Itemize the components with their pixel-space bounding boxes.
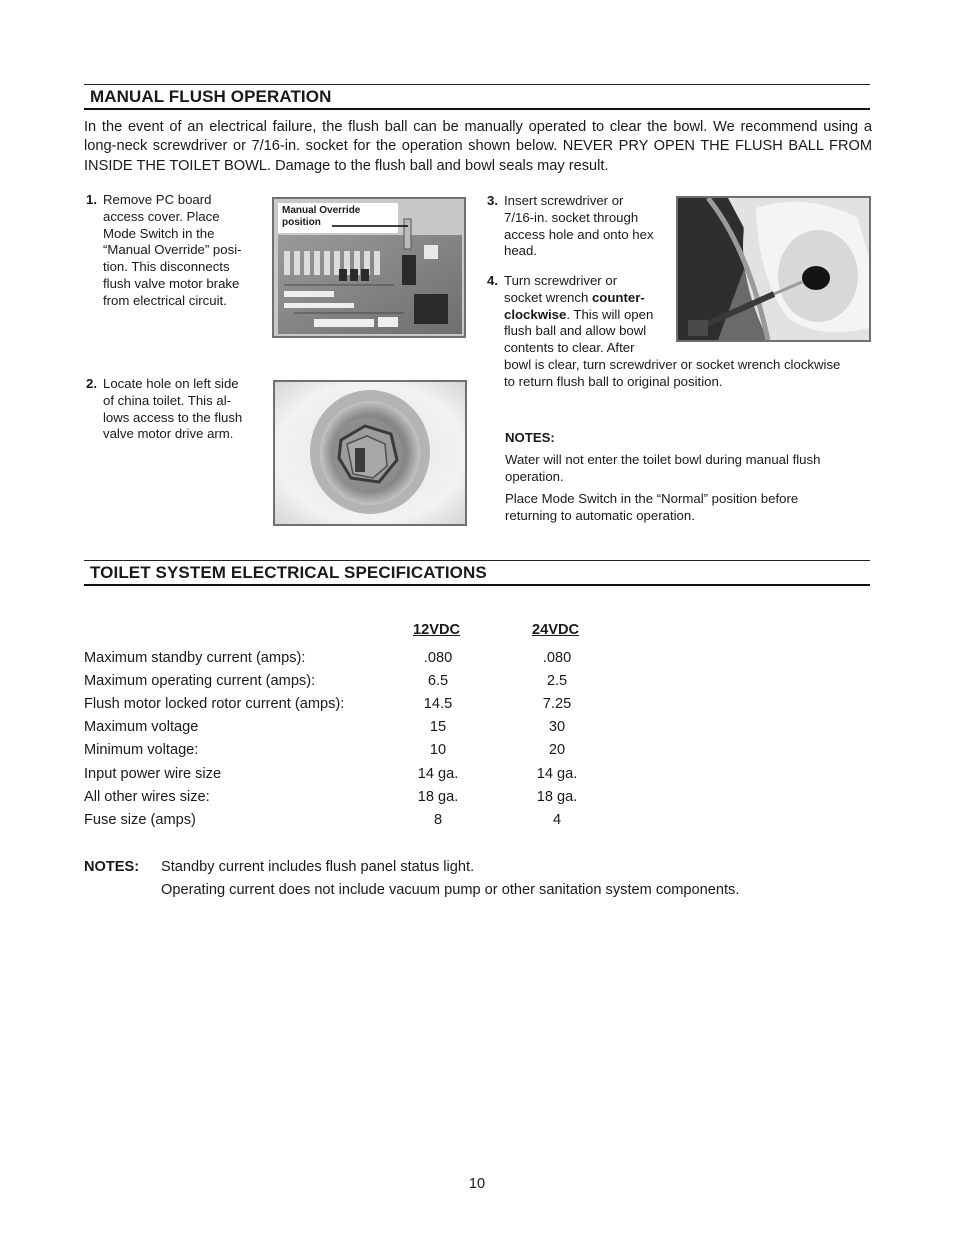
spec-label: Input power wire size (84, 766, 222, 782)
step-line: head. (504, 243, 538, 259)
toilet-screwdriver-photo (676, 196, 871, 342)
step-text (504, 193, 654, 260)
step-text-run: . This will open (566, 306, 654, 322)
step-line: Mode Switch in the (103, 225, 215, 241)
note-item: Place Mode Switch in the “Normal” position before returning to automatic operation. (505, 491, 799, 523)
column-header-24vdc: 24VDC (532, 622, 580, 638)
step-line: tion. This disconnects (103, 259, 230, 275)
intro-paragraph: In the event of an electrical failure, the flush ball can be manually operated to clear the bowl. We recommend using a long-neck screwdriver or 7/16-in. socket for the operation shown below. NEVER PRY OPEN THE FLUSH BALL FROM INSIDE THE TOILET BOWL. Damage to the flush ball and bowl seals may result. (84, 119, 872, 174)
step-text (103, 376, 242, 443)
spec-label: Maximum voltage (84, 719, 199, 735)
section-title-manual-flush: MANUAL FLUSH OPERATION (90, 87, 332, 106)
step-line: “Manual Override” posi- (103, 242, 242, 258)
step-line: Insert screwdriver or (504, 193, 624, 208)
spec-value-12vdc: 14 ga. (417, 766, 459, 782)
access-hole-photo (273, 380, 467, 526)
spec-notes-label: NOTES: (84, 859, 140, 875)
spec-label: Maximum standby current (amps): (84, 650, 306, 666)
spec-value-24vdc: 30 (548, 719, 566, 735)
spec-value-12vdc: 14.5 (423, 696, 453, 712)
column-header-12vdc: 12VDC (413, 622, 461, 638)
notes-heading: NOTES: (505, 430, 555, 445)
spec-value-12vdc: 18 ga. (417, 789, 459, 805)
step-number: 2. (86, 376, 97, 391)
manual-override-callout (282, 205, 360, 229)
step-line: of china toilet. This al- (103, 392, 232, 408)
spec-value-24vdc: 4 (552, 812, 562, 828)
spec-value-12vdc: 15 (429, 719, 447, 735)
step-line: Remove PC board (103, 192, 212, 207)
step-2 (86, 376, 266, 446)
spec-label: Minimum voltage: (84, 742, 199, 758)
callout-line: Manual Override (282, 205, 361, 216)
spec-row (84, 766, 644, 789)
spec-row (84, 719, 644, 742)
spec-label: Maximum operating current (amps): (84, 673, 316, 689)
step-line: bowl is clear, turn screwdriver or socket wrench clockwise (504, 356, 841, 372)
spec-value-24vdc: 2.5 (546, 673, 568, 689)
step-line: contents to clear. After (504, 340, 635, 356)
step-line: valve motor drive arm. (103, 426, 234, 442)
callout-line: position (282, 217, 321, 228)
step-number: 1. (86, 192, 97, 207)
step-line: lows access to the flush (103, 409, 243, 425)
step-number: 4. (487, 273, 498, 288)
spec-label: Flush motor locked rotor current (amps): (84, 696, 345, 712)
step-line: access cover. Place (103, 208, 220, 224)
page-number: 10 (468, 1176, 486, 1192)
spec-row (84, 650, 644, 673)
section-top-rule (84, 560, 870, 561)
pc-board-photo (272, 197, 466, 338)
spec-note: Operating current does not include vacuum pump or other sanitation system components. (161, 882, 740, 898)
spec-value-24vdc: 18 ga. (536, 789, 578, 805)
step-3 (487, 193, 667, 263)
step-text-run: socket wrench (504, 289, 592, 305)
step-line: Turn screwdriver or (504, 273, 618, 288)
spec-value-24vdc: .080 (542, 650, 572, 666)
step-line: from electrical circuit. (103, 292, 227, 308)
step-line: access hole and onto hex (504, 226, 654, 242)
spec-value-12vdc: 10 (429, 742, 447, 758)
spec-row (84, 812, 644, 835)
step-number: 3. (487, 193, 498, 208)
toilet-screwdriver-image (678, 198, 869, 340)
step-text (103, 192, 242, 310)
step-line: flush valve motor brake (103, 275, 240, 291)
spec-label: All other wires size: (84, 789, 210, 805)
step-line: 7/16-in. socket through (504, 209, 639, 225)
note-item: Water will not enter the toilet bowl during manual flush operation. (505, 452, 821, 484)
spec-value-24vdc: 14 ga. (536, 766, 578, 782)
spec-row (84, 742, 644, 765)
spec-row (84, 696, 644, 719)
spec-value-24vdc: 7.25 (542, 696, 572, 712)
spec-value-12vdc: 8 (433, 812, 443, 828)
step-line: Locate hole on left side (103, 376, 239, 391)
access-hole-image (275, 382, 465, 524)
section-bottom-rule (84, 584, 870, 586)
spec-value-12vdc: 6.5 (427, 673, 449, 689)
spec-value-24vdc: 20 (548, 742, 566, 758)
section-bottom-rule (84, 108, 870, 110)
step-line: flush ball and allow bowl (504, 323, 647, 339)
spec-note: Standby current includes flush panel status light. (161, 859, 475, 875)
step-emphasis: counter- (591, 289, 645, 305)
spec-label: Fuse size (amps) (84, 812, 196, 828)
spec-value-12vdc: .080 (423, 650, 453, 666)
spec-row (84, 673, 644, 696)
step-line: to return flush ball to original position. (504, 373, 723, 389)
step-1 (86, 192, 266, 322)
spec-row (84, 789, 644, 812)
step-emphasis: clockwise (504, 306, 567, 322)
section-title-specs: TOILET SYSTEM ELECTRICAL SPECIFICATIONS (90, 563, 487, 582)
section-top-rule (84, 84, 870, 85)
